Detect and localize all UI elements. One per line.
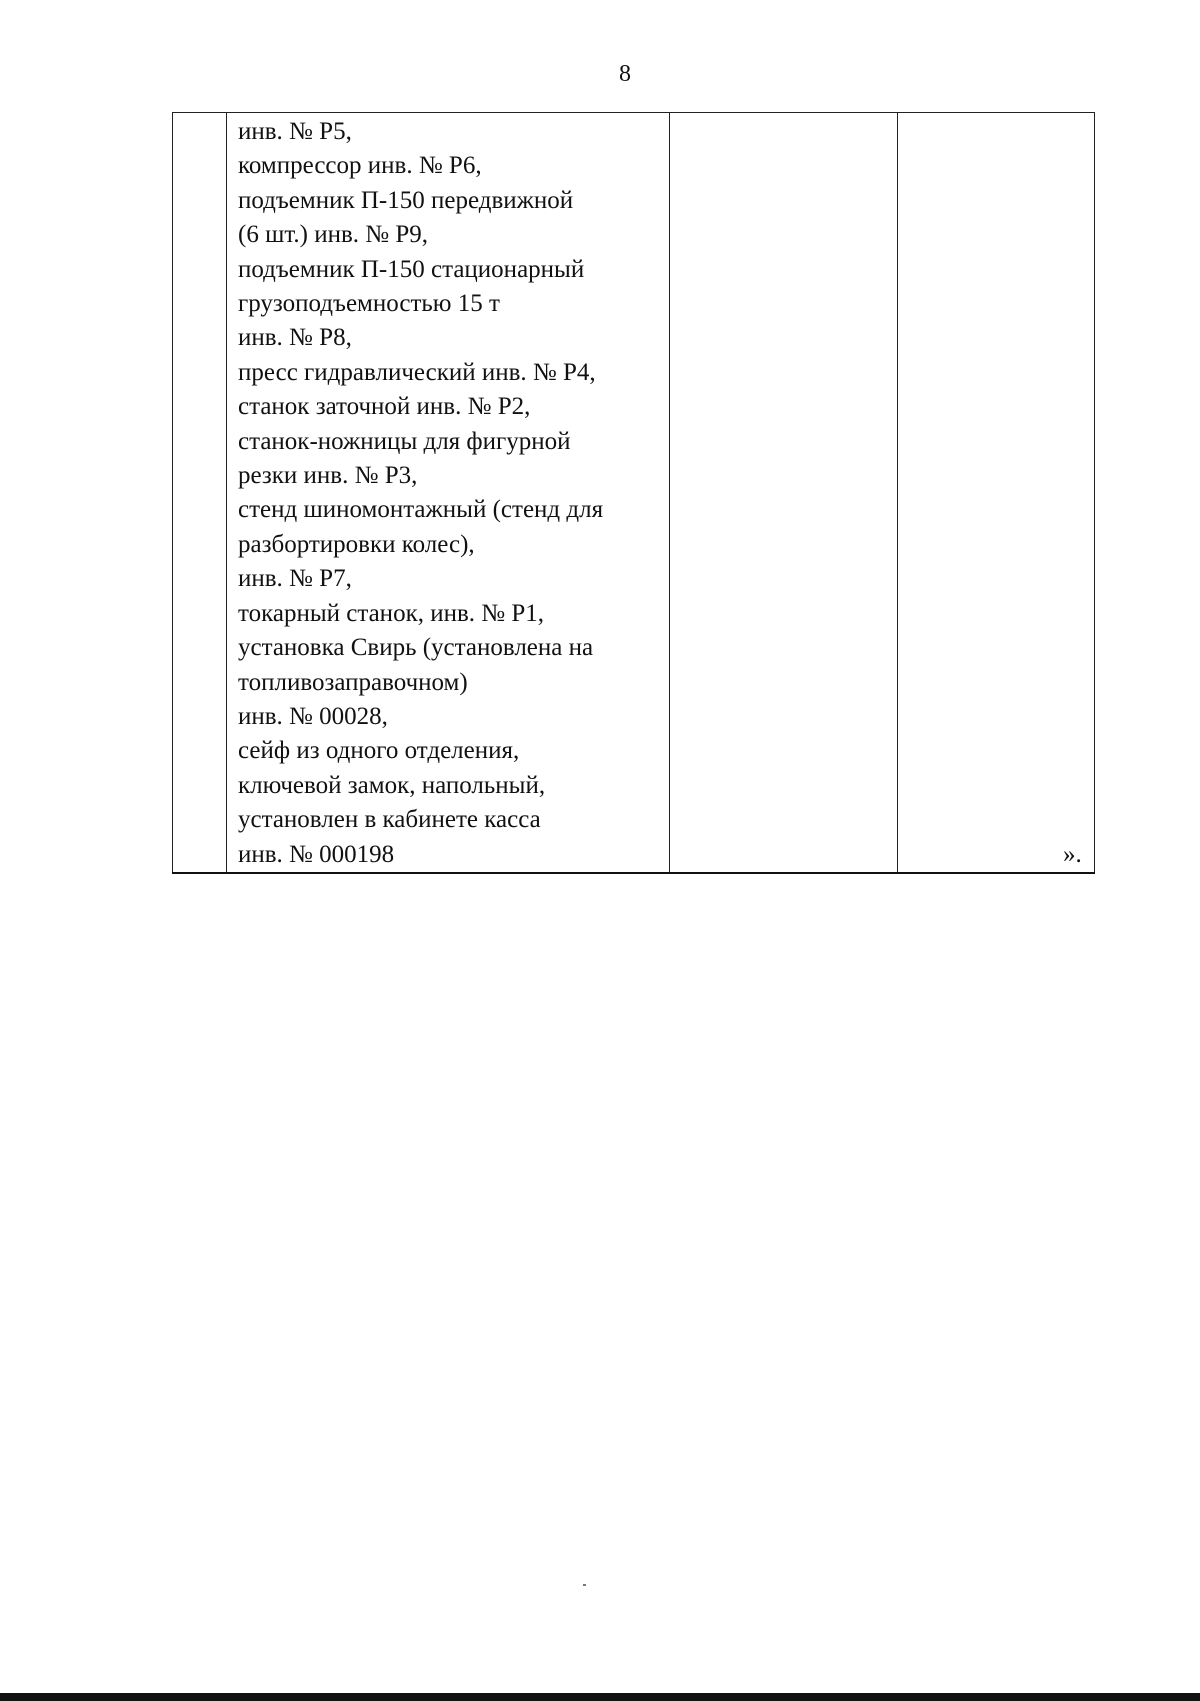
description-cell (227, 113, 670, 873)
scan-bottom-edge (0, 1693, 1200, 1701)
row-number-cell (173, 113, 227, 873)
description-line: (6 шт.) инв. № Р9, (238, 221, 429, 249)
description-line: инв. № Р8, (238, 324, 352, 352)
description-line: разбортировки колес), (238, 530, 475, 558)
description-lines (227, 113, 669, 872)
description-line: резки инв. № Р3, (238, 462, 418, 490)
description-line: грузоподъемностью 15 т (238, 290, 500, 318)
description-line: установлен в кабинете касса (238, 806, 541, 834)
description-line: инв. № Р5, (238, 118, 352, 145)
description-line: пресс гидравлический инв. № Р4, (238, 358, 596, 386)
equipment-table (172, 112, 1095, 874)
description-line: сейф из одного отделения, (238, 737, 520, 765)
table-row (173, 113, 1095, 873)
description-line: токарный станок, инв. № Р1, (238, 599, 545, 627)
description-line: станок заточной инв. № Р2, (238, 393, 531, 421)
scan-speck (583, 1584, 586, 1586)
description-line: подъемник П-150 стационарный (238, 255, 585, 283)
description-line: установка Свирь (установлена на (238, 634, 594, 662)
description-line: топливозаправочном) (238, 668, 468, 696)
description-line: инв. № 000198 (238, 840, 395, 868)
description-line: инв. № 00028, (238, 702, 388, 730)
page-number: 8 (619, 61, 631, 87)
column-4-cell (898, 113, 1095, 873)
description-line: инв. № Р7, (238, 565, 352, 593)
description-line: станок-ножницы для фигурной (238, 427, 571, 455)
closing-quote: ». (1063, 841, 1082, 868)
description-line: стенд шиномонтажный (стенд для (238, 496, 604, 524)
description-line: ключевой замок, напольный, (238, 771, 546, 799)
description-line: подъемник П-150 передвижной (238, 186, 574, 214)
description-line: компрессор инв. № Р6, (238, 152, 482, 180)
column-3-cell (670, 113, 898, 873)
